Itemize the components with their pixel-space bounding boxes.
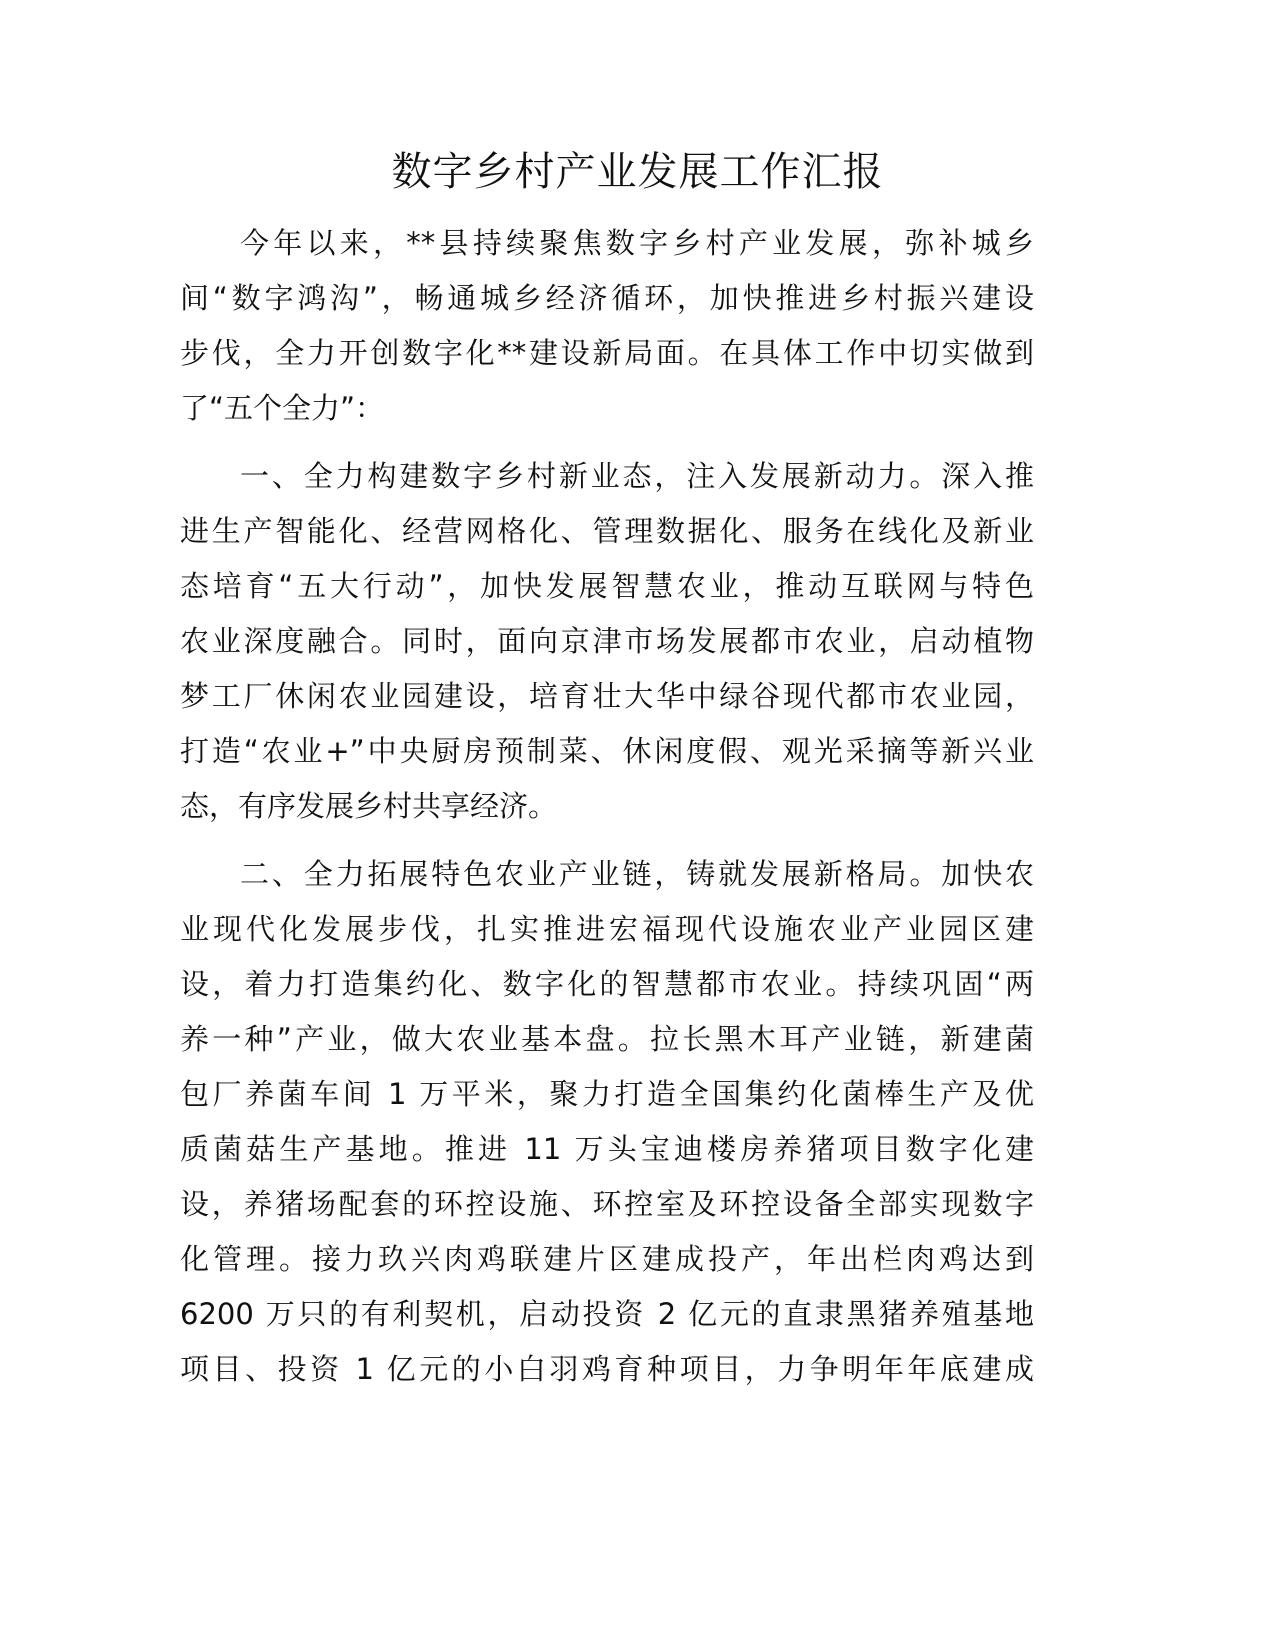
text-line: 态，有序发展乡村共享经济。 [180, 789, 558, 823]
text-line: 业现代化发展步伐，扎实推进宏福现代设施农业产业园区建 [180, 912, 1034, 946]
text-line: 进生产智能化、经营网格化、管理数据化、服务在线化及新业 [180, 514, 1034, 548]
paragraph-intro [180, 216, 1034, 436]
text-line: 一、全力构建数字乡村新业态，注入发展新动力。深入推 [240, 459, 1034, 493]
text-line: 6200 万只的有利契机，启动投资 2 亿元的直隶黑猪养殖基地 [180, 1297, 1034, 1331]
text-line: 二、全力拓展特色农业产业链，铸就发展新格局。加快农 [240, 857, 1034, 891]
document-title: 数字乡村产业发展工作汇报 [391, 149, 884, 195]
text-line: 梦工厂休闲农业园建设，培育壮大华中绿谷现代都市农业园， [180, 679, 1034, 713]
text-line: 化管理。接力玖兴肉鸡联建片区建成投产，年出栏肉鸡达到 [180, 1242, 1034, 1276]
text-line: 农业深度融合。同时，面向京津市场发展都市农业，启动植物 [180, 624, 1034, 658]
text-line: 今年以来，**县持续聚焦数字乡村产业发展，弥补城乡 [240, 226, 1034, 260]
text-line: 包厂养菌车间 1 万平米，聚力打造全国集约化菌棒生产及优 [180, 1077, 1034, 1111]
text-line: 了“五个全力”： [180, 391, 385, 425]
text-line: 步伐，全力开创数字化**建设新局面。在具体工作中切实做到 [180, 336, 1034, 370]
text-line: 质菌菇生产基地。推进 11 万头宝迪楼房养猪项目数字化建 [180, 1132, 1034, 1166]
text-line: 打造“农业+”中央厨房预制菜、休闲度假、观光采摘等新兴业 [180, 734, 1034, 768]
text-line: 项目、投资 1 亿元的小白羽鸡育种项目，力争明年年底建成 [180, 1352, 1034, 1386]
paragraph-section-2 [180, 847, 1034, 1397]
text-line: 设，着力打造集约化、数字化的智慧都市农业。持续巩固“两 [180, 967, 1034, 1001]
text-line: 间“数字鸿沟”，畅通城乡经济循环，加快推进乡村振兴建设 [180, 281, 1034, 315]
text-line: 养一种”产业，做大农业基本盘。拉长黑木耳产业链，新建菌 [180, 1022, 1034, 1056]
paragraph-section-1 [180, 449, 1034, 834]
document-body [180, 216, 1034, 1410]
text-line: 设，养猪场配套的环控设施、环控室及环控设备全部实现数字 [180, 1187, 1034, 1221]
text-line: 态培育“五大行动”，加快发展智慧农业，推动互联网与特色 [180, 569, 1034, 603]
